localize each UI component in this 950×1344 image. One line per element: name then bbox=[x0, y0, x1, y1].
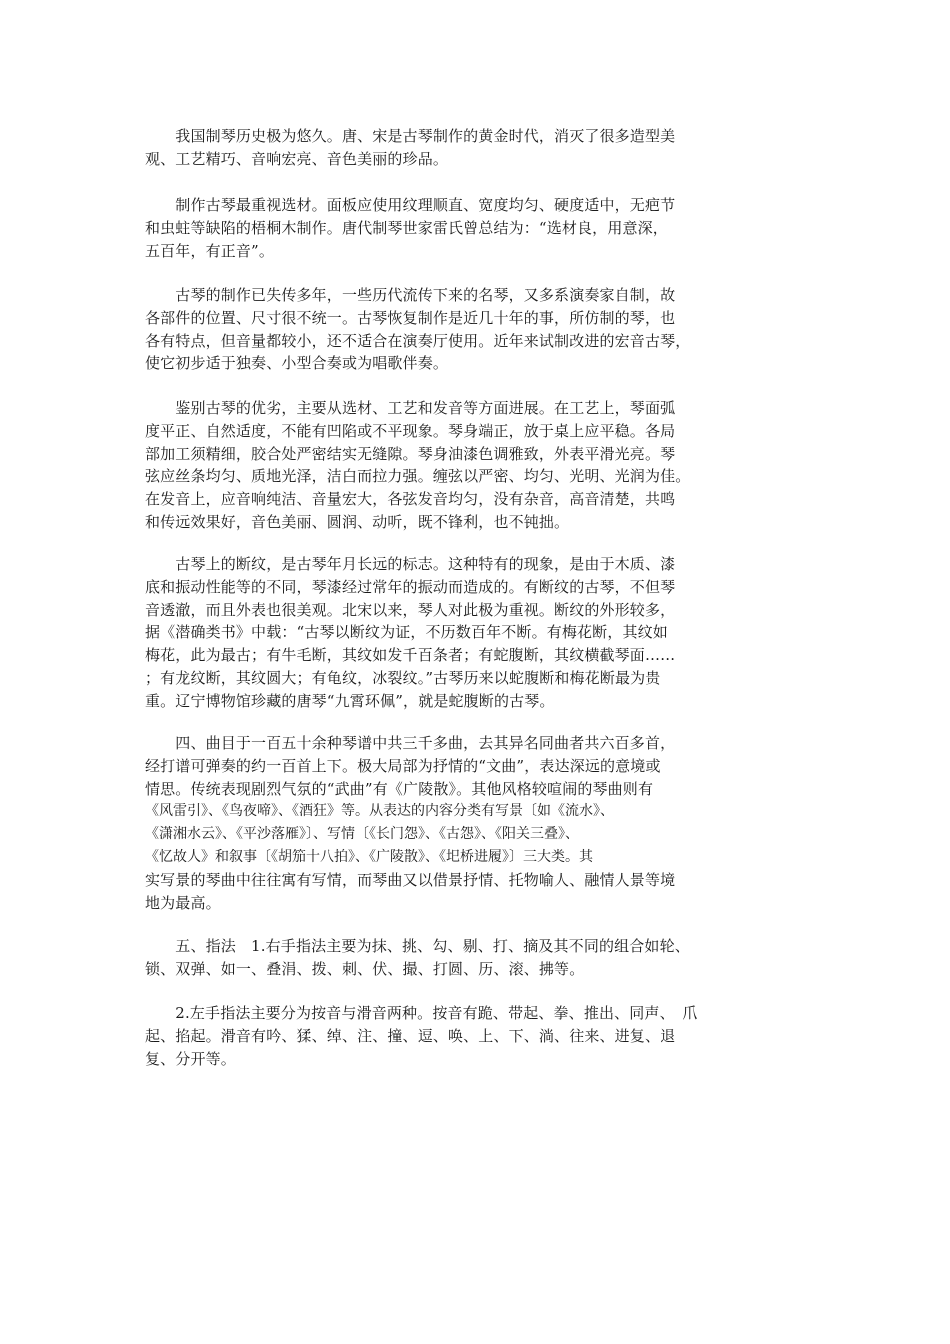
text-line: 实写景的琴曲中往往寓有写情，而琴曲又以借景抒情、托物喻人、融情人景等境 bbox=[145, 870, 676, 889]
text-line: 《风雷引》、《鸟夜啼》、《酒狂》等。从表达的内容分类有写景〔如《流水》、 bbox=[145, 803, 614, 820]
text-line: 和传远效果好，音色美丽、圆润、动听，既不锋利，也不钝拙。 bbox=[145, 512, 570, 531]
paragraph-restoration bbox=[145, 284, 745, 375]
paragraph-cracks bbox=[145, 553, 745, 713]
text-line: 各部件的位置、尺寸很不统一。古琴恢复制作是近几十年的事，所仿制的琴，也 bbox=[145, 308, 676, 327]
text-line: 四、曲目于一百五十余种琴谱中共三千多曲，去其异名同曲者共六百多首， bbox=[145, 734, 676, 752]
text-line: 和虫蛀等缺陷的梧桐木制作。唐代制琴世家雷氏曾总结为：“选材良，用意深， bbox=[145, 218, 668, 237]
text-line: 复、分开等。 bbox=[145, 1049, 236, 1068]
text-line: 底和振动性能等的不同，琴漆经过常年的振动而造成的。有断纹的古琴，不但琴 bbox=[145, 577, 676, 596]
text-line: 弦应丝条均匀、质地光泽，洁白而拉力强。缠弦以严密、均匀、光明、光润为佳。 bbox=[145, 467, 691, 486]
text-line: ；有龙纹断，其纹圆大；有龟纹，冰裂纹。”古琴历来以蛇腹断和梅花断最为贵 bbox=[145, 668, 661, 687]
text-line: 《忆故人》和叙事〔《胡笳十八拍》、《广陵散》、《圯桥进履》〕三大类。其 bbox=[145, 848, 593, 865]
text-line: 我国制琴历史极为悠久。唐、宋是古琴制作的黄金时代，消灭了很多造型美 bbox=[145, 127, 676, 145]
text-line: 观、工艺精巧、音响宏亮、音色美丽的珍品。 bbox=[145, 149, 449, 168]
paragraph-repertoire bbox=[145, 732, 745, 914]
paragraph-quality bbox=[145, 397, 745, 534]
text-line: 在发音上，应音响纯洁、音量宏大，各弦发音均匀，没有杂音，高音清楚，共鸣 bbox=[145, 490, 676, 509]
text-line: 经打谱可弹奏的约一百首上下。极大局部为抒情的“文曲”，表达深远的意境或 bbox=[145, 756, 661, 775]
text-line: 情思。传统表现剧烈气氛的“武曲”有《广陵散》。其他风格较喧闹的琴曲则有 bbox=[145, 779, 654, 798]
text-line: 2.左手指法主要分为按音与滑音两种。按音有跪、带起、拳、推出、同声、 爪 bbox=[145, 1004, 698, 1022]
paragraph-right-hand bbox=[145, 935, 745, 981]
text-line: 古琴上的断纹，是古琴年月长远的标志。这种特有的现象，是由于木质、漆 bbox=[145, 555, 676, 573]
text-line: 音透澈，而且外表也很美观。北宋以来，琴人对此极为重视。断纹的外形较多， bbox=[145, 600, 676, 619]
text-line: 《潇湘水云》、《平沙落雁》〕、写情〔《长门怨》、《古怨》、《阳关三叠》、 bbox=[145, 826, 579, 843]
text-line: 重。辽宁博物馆珍藏的唐琴“九霄环佩”，就是蛇腹断的古琴。 bbox=[145, 691, 555, 710]
text-line: 各有特点，但音量都较小，还不适合在演奏厅使用。近年来试制改进的宏音古琴， bbox=[145, 331, 691, 350]
text-line: 起、掐起。滑音有吟、猱、绰、注、撞、逗、唤、上、下、淌、往来、进复、退 bbox=[145, 1026, 676, 1045]
text-line: 鉴别古琴的优劣，主要从选材、工艺和发音等方面进展。在工艺上，琴面弧 bbox=[145, 399, 676, 417]
text-line: 使它初步适于独奏、小型合奏或为唱歌伴奏。 bbox=[145, 354, 449, 373]
text-line: 锁、双弹、如一、叠涓、拨、刺、伏、撮、打圆、历、滚、拂等。 bbox=[145, 959, 585, 978]
text-line: 地为最高。 bbox=[145, 893, 221, 912]
paragraph-material bbox=[145, 194, 745, 262]
text-line: 古琴的制作已失传多年，一些历代流传下来的名琴，又多系演奏家自制，故 bbox=[145, 286, 676, 304]
text-line: 梅花，此为最古；有牛毛断，其纹如发千百条者；有蛇腹断，其纹横截琴面…… bbox=[145, 646, 676, 665]
text-line: 部加工须精细，胶合处严密结实无缝隙。琴身油漆色调雅致，外表平滑光亮。琴 bbox=[145, 444, 676, 463]
text-line: 五百年，有正音”。 bbox=[145, 241, 275, 260]
paragraph-left-hand bbox=[145, 1002, 745, 1070]
text-line: 度平正、自然适度，不能有凹陷或不平现象。琴身端正，放于桌上应平稳。各局 bbox=[145, 421, 676, 440]
text-line: 制作古琴最重视选材。面板应使用纹理顺直、宽度均匀、硬度适中，无疤节 bbox=[145, 196, 676, 214]
text-line: 据《潜确类书》中载：“古琴以断纹为证，不历数百年不断。有梅花断，其纹如 bbox=[145, 623, 668, 642]
paragraph-history bbox=[145, 125, 745, 171]
text-line: 五、指法 1.右手指法主要为抹、挑、勾、剔、打、摘及其不同的组合如轮、 bbox=[145, 937, 690, 955]
